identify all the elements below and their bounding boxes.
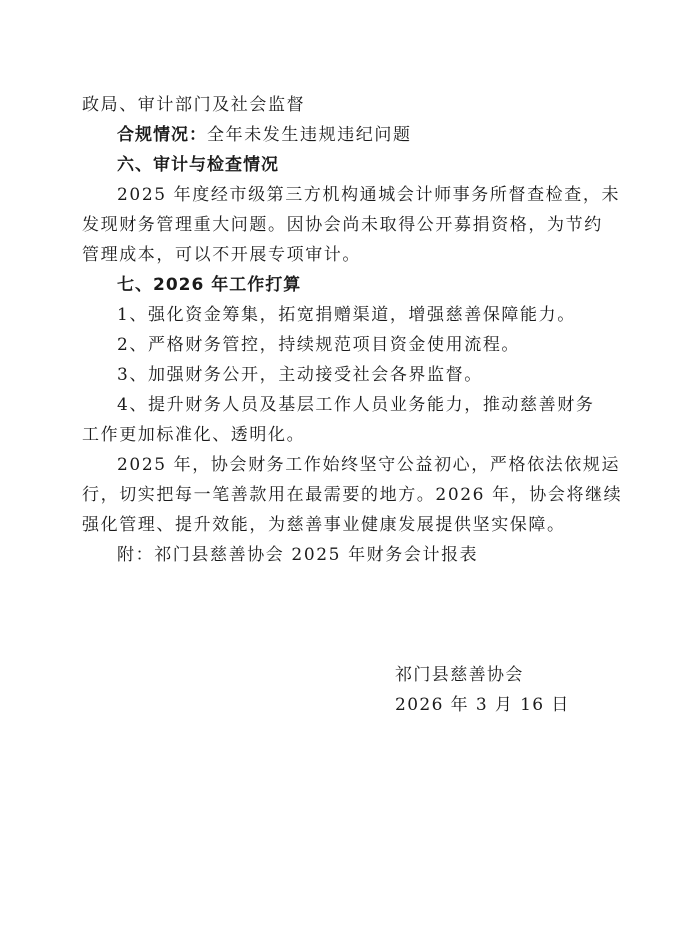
compliance-text: 全年未发生违规违纪问题 [207,125,412,145]
list-item: 2、严格财务管控，持续规范项目资金使用流程。 [117,335,521,355]
section-heading-audit: 六、审计与检查情况 [117,155,279,175]
text-line: 强化管理、提升效能，为慈善事业健康发展提供坚实保障。 [82,515,566,535]
signature-date: 2026 年 3 月 16 日 [395,695,570,715]
text-line: 管理成本，可以不开展专项审计。 [82,245,361,265]
text-line: 行，切实把每一笔善款用在最需要的地方。2026 年，协会将继续 [82,485,623,505]
list-item: 4、提升财务人员及基层工作人员业务能力，推动慈善财务 [117,395,595,415]
attachment-note: 附：祁门县慈善协会 2025 年财务会计报表 [117,545,479,565]
text-line: 2025 年，协会财务工作始终坚守公益初心，严格依法依规运 [117,455,621,475]
text-line: 工作更加标准化、透明化。 [82,425,306,445]
compliance-line [117,124,412,146]
text-line: 2025 年度经市级第三方机构通城会计师事务所督查检查，未 [117,185,621,205]
compliance-label: 合规情况： [117,125,207,145]
signature-org: 祁门县慈善协会 [395,665,524,685]
list-item: 1、强化资金筹集，拓宽捐赠渠道，增强慈善保障能力。 [117,305,576,325]
text-line: 政局、审计部门及社会监督 [82,95,306,115]
text-line: 发现财务管理重大问题。因协会尚未取得公开募捐资格，为节约 [82,215,603,235]
section-heading-plan: 七、2026 年工作打算 [117,275,302,295]
list-item: 3、加强财务公开，主动接受社会各界监督。 [117,365,483,385]
